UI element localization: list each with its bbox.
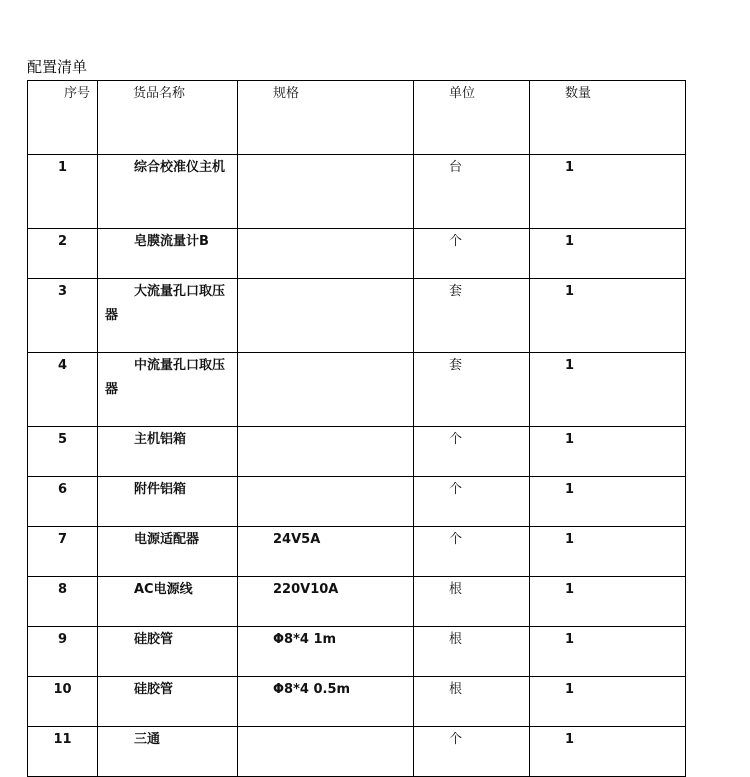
cell-qty: 1 xyxy=(530,677,686,727)
configuration-table xyxy=(27,80,686,777)
cell-seq: 9 xyxy=(28,627,98,677)
cell-unit: 台 xyxy=(414,155,530,229)
cell-seq: 2 xyxy=(28,229,98,279)
table-row xyxy=(28,279,686,353)
header-qty: 数量 xyxy=(530,81,686,155)
cell-qty: 1 xyxy=(530,229,686,279)
cell-name: 皂膜流量计B xyxy=(98,229,238,279)
table-header-row xyxy=(28,81,686,155)
cell-unit: 套 xyxy=(414,279,530,353)
cell-unit: 个 xyxy=(414,229,530,279)
table-row xyxy=(28,527,686,577)
cell-name: AC电源线 xyxy=(98,577,238,627)
cell-seq: 5 xyxy=(28,427,98,477)
cell-name: 硅胶管 xyxy=(98,627,238,677)
cell-name: 主机铝箱 xyxy=(98,427,238,477)
cell-qty: 1 xyxy=(530,427,686,477)
cell-spec xyxy=(238,353,414,427)
cell-spec: 220V10A xyxy=(238,577,414,627)
cell-spec: 24V5A xyxy=(238,527,414,577)
cell-seq: 7 xyxy=(28,527,98,577)
cell-seq: 4 xyxy=(28,353,98,427)
cell-qty: 1 xyxy=(530,353,686,427)
table-row xyxy=(28,677,686,727)
document-title: 配置清单 xyxy=(27,58,88,76)
header-spec: 规格 xyxy=(238,81,414,155)
table-row xyxy=(28,577,686,627)
cell-name: 电源适配器 xyxy=(98,527,238,577)
header-unit: 单位 xyxy=(414,81,530,155)
table-row xyxy=(28,353,686,427)
cell-unit: 个 xyxy=(414,727,530,777)
cell-unit: 个 xyxy=(414,477,530,527)
cell-qty: 1 xyxy=(530,477,686,527)
cell-qty: 1 xyxy=(530,727,686,777)
cell-name: 三通 xyxy=(98,727,238,777)
header-seq: 序号 xyxy=(28,81,98,155)
cell-unit: 个 xyxy=(414,527,530,577)
cell-qty: 1 xyxy=(530,627,686,677)
cell-name: 中流量孔口取压器 xyxy=(98,353,238,427)
cell-spec xyxy=(238,155,414,229)
cell-spec: Φ8*4 0.5m xyxy=(238,677,414,727)
cell-qty: 1 xyxy=(530,279,686,353)
cell-unit: 根 xyxy=(414,627,530,677)
cell-unit: 个 xyxy=(414,427,530,477)
cell-unit: 根 xyxy=(414,577,530,627)
cell-unit: 根 xyxy=(414,677,530,727)
cell-seq: 3 xyxy=(28,279,98,353)
cell-seq: 6 xyxy=(28,477,98,527)
cell-seq: 1 xyxy=(28,155,98,229)
cell-spec xyxy=(238,279,414,353)
cell-name: 综合校准仪主机 xyxy=(98,155,238,229)
cell-spec xyxy=(238,229,414,279)
cell-name: 附件铝箱 xyxy=(98,477,238,527)
table-row xyxy=(28,477,686,527)
cell-qty: 1 xyxy=(530,527,686,577)
table-row xyxy=(28,627,686,677)
cell-seq: 8 xyxy=(28,577,98,627)
cell-qty: 1 xyxy=(530,577,686,627)
table-row xyxy=(28,155,686,229)
cell-qty: 1 xyxy=(530,155,686,229)
cell-name: 硅胶管 xyxy=(98,677,238,727)
cell-spec xyxy=(238,727,414,777)
cell-spec: Φ8*4 1m xyxy=(238,627,414,677)
header-name: 货品名称 xyxy=(98,81,238,155)
cell-seq: 10 xyxy=(28,677,98,727)
cell-spec xyxy=(238,477,414,527)
table-row xyxy=(28,727,686,777)
cell-name: 大流量孔口取压器 xyxy=(98,279,238,353)
cell-seq: 11 xyxy=(28,727,98,777)
table-row xyxy=(28,229,686,279)
table-row xyxy=(28,427,686,477)
cell-spec xyxy=(238,427,414,477)
cell-unit: 套 xyxy=(414,353,530,427)
